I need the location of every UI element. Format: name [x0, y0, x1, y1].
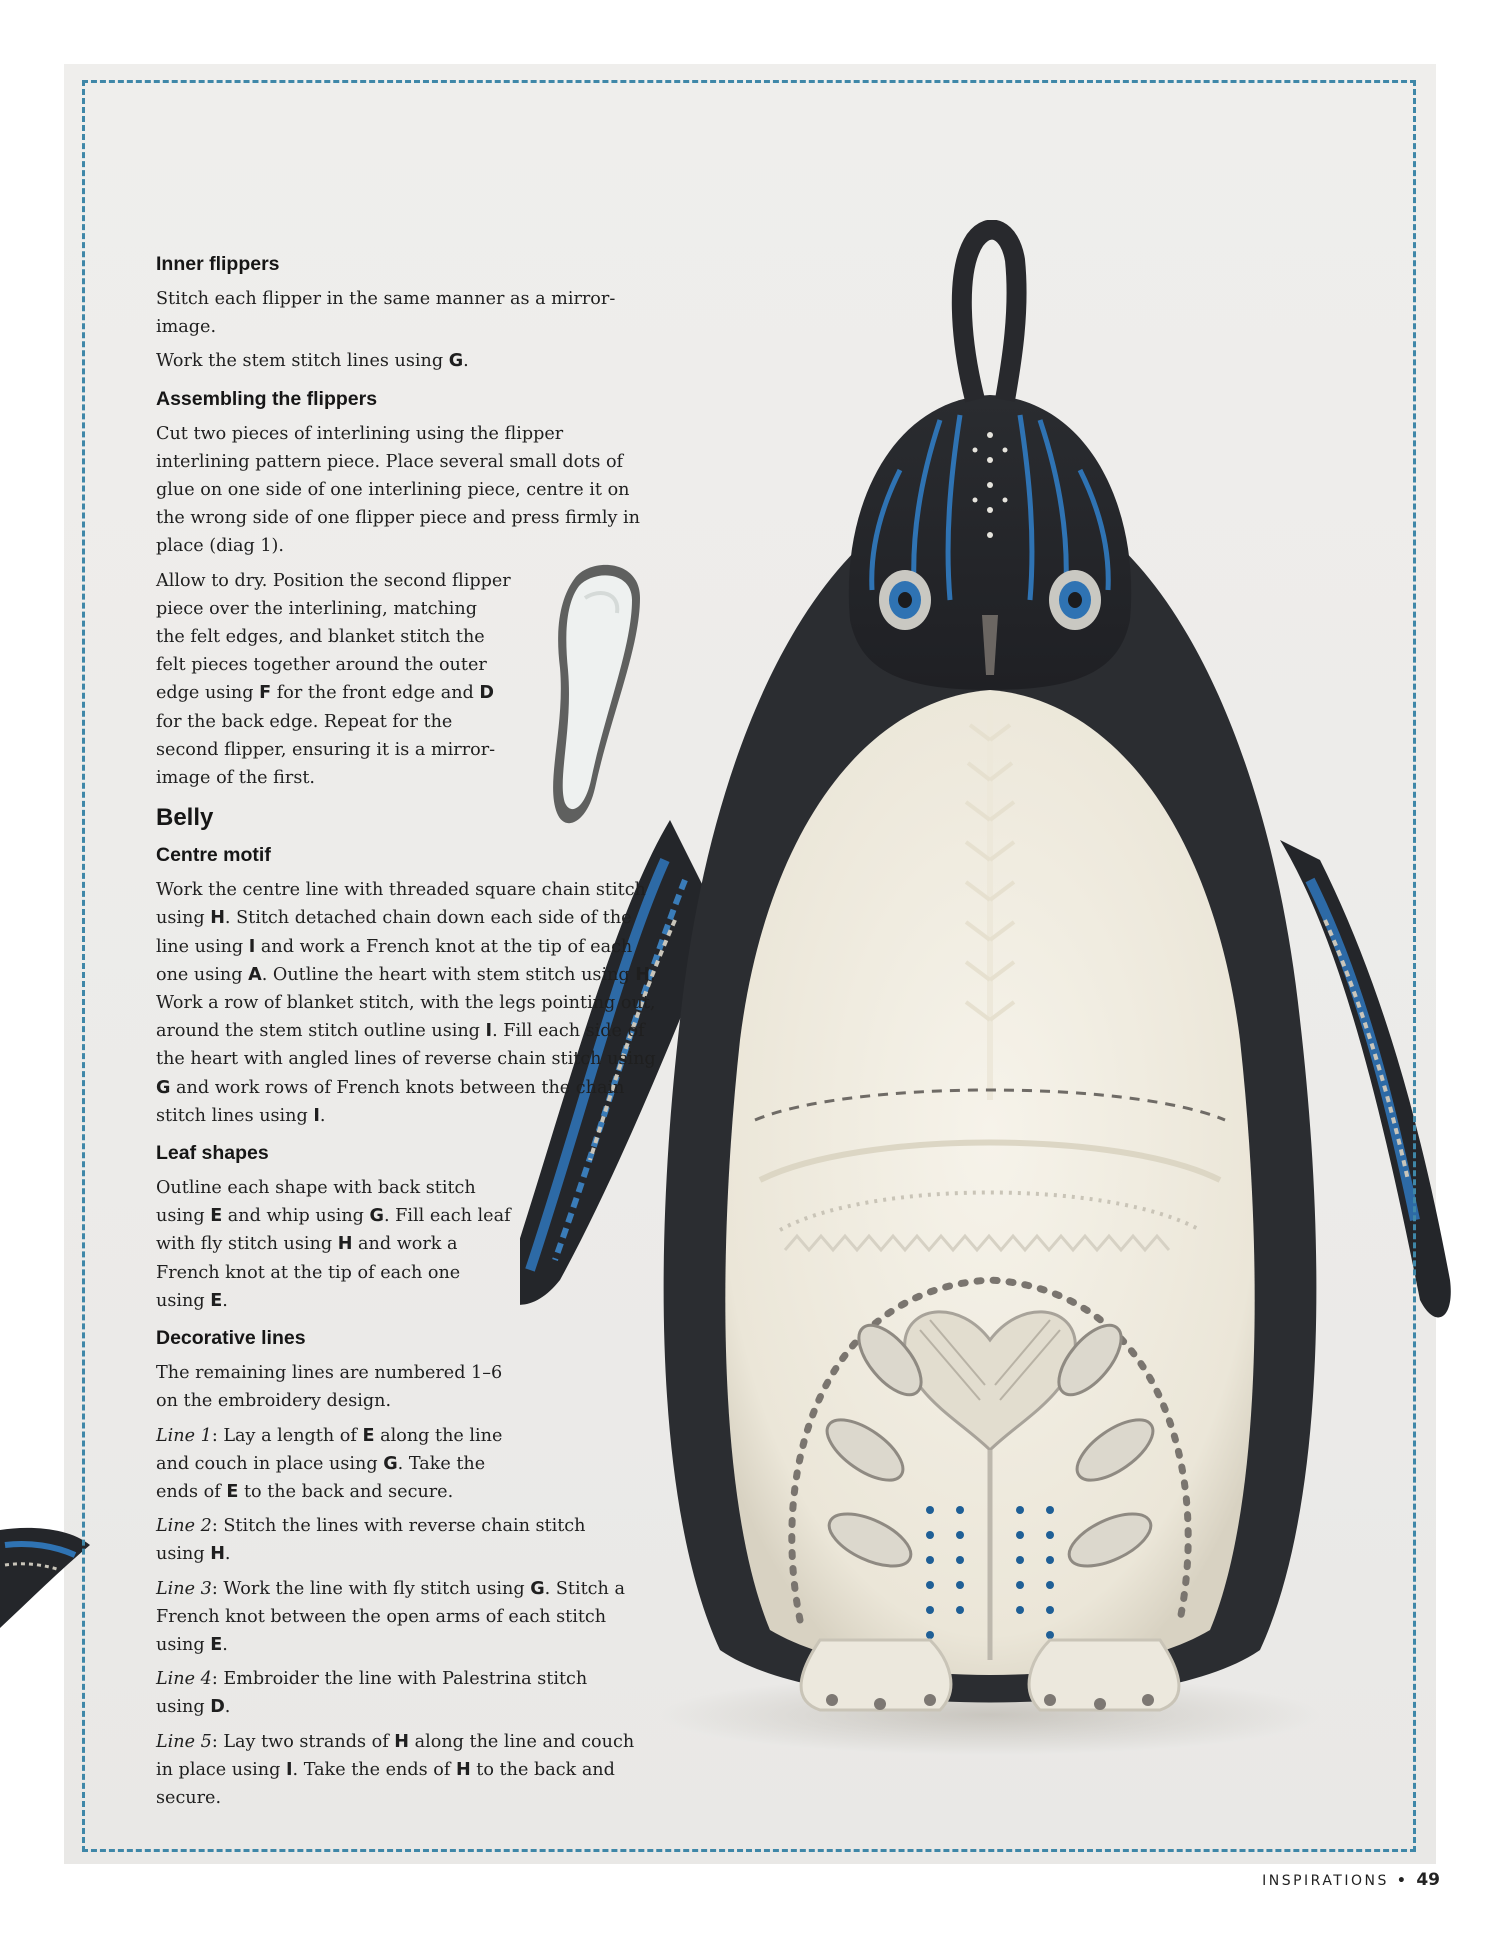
- line-5-text: Line 5: Lay two strands of H along the line and couch in place using I. Take the ends of H to the back and secure.: [156, 1731, 635, 1808]
- penguin-photo: [520, 220, 1460, 1780]
- heading-decorative-lines: Decorative lines: [156, 1327, 306, 1350]
- paragraph: The remaining lines are numbered 1–6 on the embroidery design.: [156, 1363, 503, 1412]
- edge-flipper-photo: [0, 1520, 95, 1630]
- line-1-text: Line 1: Lay a length of E along the line and couch in place using G. Take the ends of E to the back and secure.: [156, 1425, 503, 1502]
- page-footer: [1190, 1870, 1440, 1890]
- line-2-text: Line 2: Stitch the lines with reverse chain stitch using H.: [156, 1516, 586, 1565]
- section-decorative-lines: [156, 1327, 656, 1812]
- paragraph: Stitch each flipper in the same manner as a mirror-image.: [156, 289, 616, 338]
- heading-belly: Belly: [156, 804, 214, 832]
- paragraph: Allow to dry. Position the second flipper piece over the interlining, matching the felt edges, and blanket stitch the felt pieces together around the outer edge using F for the front edge and D for the back edge. Repeat for the second flipper, ensuring it is a mirror-image of the first.: [156, 570, 511, 789]
- section-centre-motif: [156, 844, 656, 1130]
- line-4-text: Line 4: Embroider the line with Palestrina stitch using D.: [156, 1669, 588, 1718]
- footer-separator: •: [1396, 1873, 1409, 1889]
- heading-inner-flippers: Inner flippers: [156, 253, 280, 275]
- section-assembling-flippers: [156, 388, 656, 793]
- section-inner-flippers: [156, 253, 656, 376]
- paragraph: Work the stem stitch lines using G.: [156, 351, 469, 372]
- page-number: 49: [1416, 1870, 1440, 1890]
- line-3-text: Line 3: Work the line with fly stitch using G. Stitch a French knot between the open arms of each stitch using E.: [156, 1578, 625, 1655]
- section-leaf-shapes: [156, 1142, 656, 1315]
- footer-section-name: INSPIRATIONS: [1262, 1873, 1389, 1889]
- paragraph: Outline each shape with back stitch using E and whip using G. Fill each leaf with fly stitch using H and work a French knot at the tip of each one using E.: [156, 1178, 511, 1311]
- heading-assembling: Assembling the flippers: [156, 387, 378, 410]
- paragraph: Cut two pieces of interlining using the flipper interlining pattern piece. Place several small dots of glue on one side of one interlining piece, centre it on the wrong side of one flipper piece and press firmly in place (diag 1).: [156, 423, 641, 557]
- heading-leaf-shapes: Leaf shapes: [156, 1142, 269, 1165]
- paragraph: Work the centre line with threaded square chain stitch using H. Stitch detached chain down each side of the line using I and work a French knot at the tip of each one using A. Outline the heart with stem stitch using H. Work a row of blanket stitch, with the legs pointing out, around the stem stitch outline using I. Fill each side of the heart with angled lines of reverse chain stitch using G and work rows of French knots between the chain stitch lines using I.: [156, 880, 656, 1126]
- heading-centre-motif: Centre motif: [156, 844, 271, 867]
- instructions-column: [156, 253, 656, 1824]
